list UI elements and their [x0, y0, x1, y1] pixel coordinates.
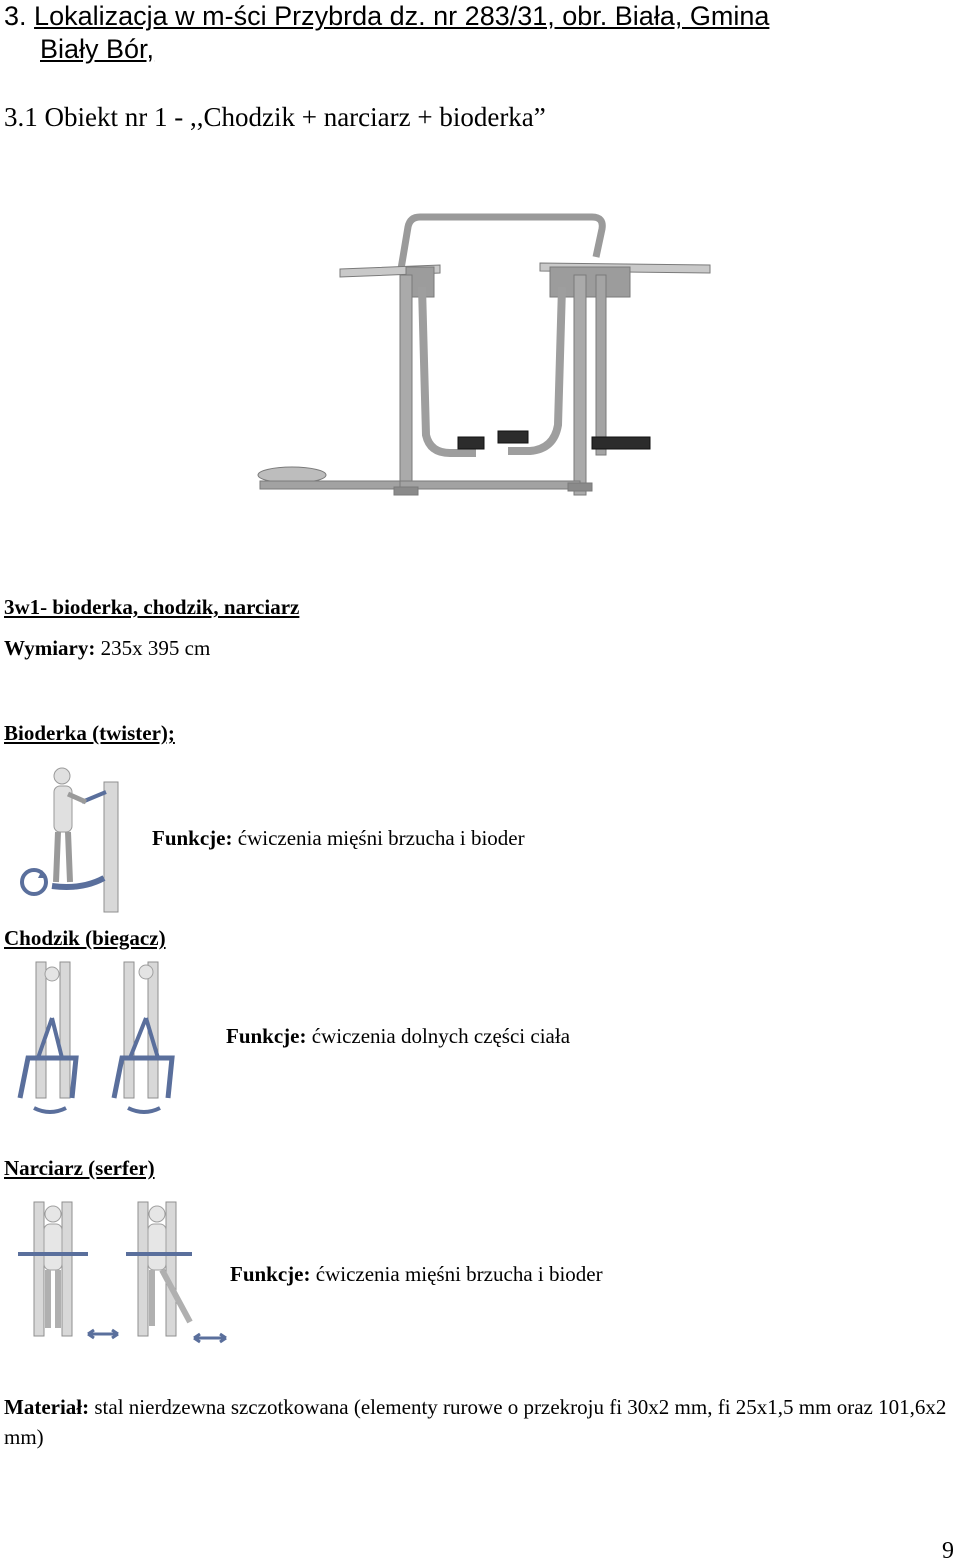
dimensions-label: Wymiary:	[4, 636, 96, 660]
walker-functions	[226, 1024, 570, 1049]
walker-functions-label: Funkcje:	[226, 1024, 307, 1048]
material-description	[4, 1392, 959, 1452]
walker-title: Chodzik (biegacz)	[4, 926, 166, 950]
material-label: Materiał:	[4, 1395, 90, 1419]
twister-functions-label: Funkcje:	[152, 826, 233, 850]
section-title-line2: Biały Bór,	[40, 34, 155, 64]
dimensions	[4, 636, 210, 661]
twister-illustration	[12, 762, 132, 914]
product-name: 3w1- bioderka, chodzik, narciarz	[4, 595, 300, 619]
skier-functions-label: Funkcje:	[230, 1262, 311, 1286]
skier-functions-text: ćwiczenia mięśni brzucha i bioder	[310, 1262, 603, 1286]
section-number: 3.	[4, 1, 27, 31]
twister-functions-text: ćwiczenia mięśni brzucha i bioder	[232, 826, 525, 850]
skier-functions	[230, 1262, 603, 1287]
dimensions-value: 235x 395 cm	[95, 636, 211, 660]
page-number: 9	[942, 1538, 954, 1564]
material-text: stal nierdzewna szczotkowana (elementy rurowe o przekroju fi 30x2 mm, fi 25x1,5 mm oraz 101,6x2 mm)	[4, 1395, 947, 1449]
section-heading	[4, 0, 959, 66]
equipment-photo	[240, 205, 720, 515]
walker-illustration	[4, 958, 188, 1120]
skier-illustration	[4, 1198, 228, 1344]
object-subheading: 3.1 Obiekt nr 1 - ,,Chodzik + narciarz + bioderka”	[4, 102, 546, 132]
twister-functions	[152, 826, 525, 851]
twister-title: Bioderka (twister);	[4, 721, 175, 745]
section-title-line1: Lokalizacja w m-ści Przybrda dz. nr 283/31, obr. Biała, Gmina	[34, 1, 770, 31]
walker-functions-text: ćwiczenia dolnych części ciała	[306, 1024, 571, 1048]
skier-title: Narciarz (serfer)	[4, 1156, 155, 1180]
